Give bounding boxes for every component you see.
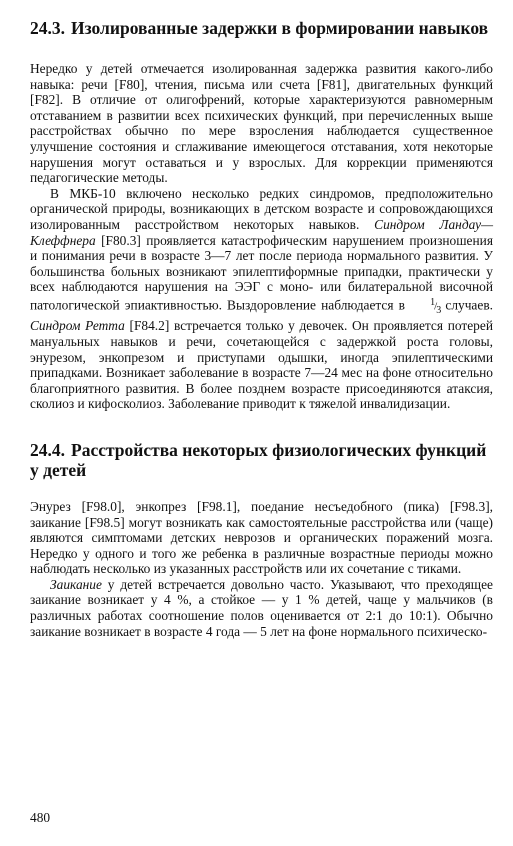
page-number: 480 <box>30 810 51 825</box>
section-heading-24-3 <box>30 18 493 38</box>
section-heading-24-4 <box>30 440 493 480</box>
text-run: [F80.3] проявляется катастрофическим нарушением произношения и понимания речи в возрасте 3—7 лет после периода нормального развития. У большинства больных возникают эпилептиформные припадки, практически у всех наблюдаются нарушения на ЭЭГ с моно- или билатеральной височной патологической эпиактивностью. Выздоровление наблюдается в <box>30 232 493 313</box>
page-content <box>30 18 493 639</box>
text-run: В МКБ-10 включено несколько редких синдромов, предположительно органической природы, возникающих в детском возрасте и сопровождающихся изолированным расстройством некоторых навыков. <box>30 185 493 232</box>
section-title: Изолированные задержки в формировании навыков <box>71 18 489 38</box>
term-stuttering: Заикание <box>50 576 102 592</box>
text-run: у детей встречается довольно часто. Указывают, что преходящее заикание возникает у 4 %, а стойкое — у 1 % детей, чаще у мальчиков (в различных работах соотношение полов оценивается от 2:1 до 10:1). Обычно заикание возникает в возрасте 4 года — 5 лет на фоне нормального психическо- <box>30 576 493 639</box>
paragraph: Энурез [F98.0], энкопрез [F98.1], поедание несъедобного (пика) [F98.3], заикание [F98.5] могут возникать как самостоятельные расстройства или (чаще) являются симптомами детских неврозов и органических поражений мозга. Нередко у одного и того же ребенка в различные возрастные периоды можно наблюдать несколько из указанных расстройств или их сочетание с тиками. <box>30 498 493 577</box>
fraction-denominator: 3 <box>436 304 441 316</box>
text-run: случаев. <box>445 297 493 313</box>
section-number: 24.4. <box>30 439 65 460</box>
text-run: [F84.2] встречается только у девочек. Он проявляется потерей мануальных навыков и речи, сочетающейся с задержкой роста головы, энурезом, энкопрезом и приступами одышки, иногда эпилептическими припадками. Возникает заболевание в возрасте 7—24 мес на фоне относительно благоприятного развития. В более позднем возрасте присоединяются атаксия, сколиоз и кифосколиоз. Заболевание приводит к тяжелой инвалидизации. <box>30 318 493 412</box>
fraction-numerator: 1 <box>430 296 435 308</box>
paragraph <box>30 186 493 412</box>
paragraph: Нередко у детей отмечается изолированная задержка развития какого-либо навыка: речи [F80], чтения, письма или счета [F81], двигательных функций [F82]. В отличие от олигофрений, которые характеризуются равномерным отставанием в развитии всех психических функций, при перечисленных выше расстройствах обычно по мере взросления наблюдается существенное улучшение состояния и сглаживание имеющегося отставания, хотя некоторые нарушения могут оставаться и у взрослых. Для коррекции применяются педагогические методы. <box>30 61 493 186</box>
fraction: $^1/_3$ <box>430 296 441 316</box>
syndrome-name-rett: Синдром Ретта <box>30 318 125 334</box>
section-number: 24.3. <box>30 18 65 38</box>
section-title: Расстройства некоторых физиологических функций у детей <box>30 439 487 480</box>
syndrome-name-landau-kleffner: Синдром Ландау—Клеффнера <box>30 216 493 248</box>
paragraph <box>30 577 493 639</box>
